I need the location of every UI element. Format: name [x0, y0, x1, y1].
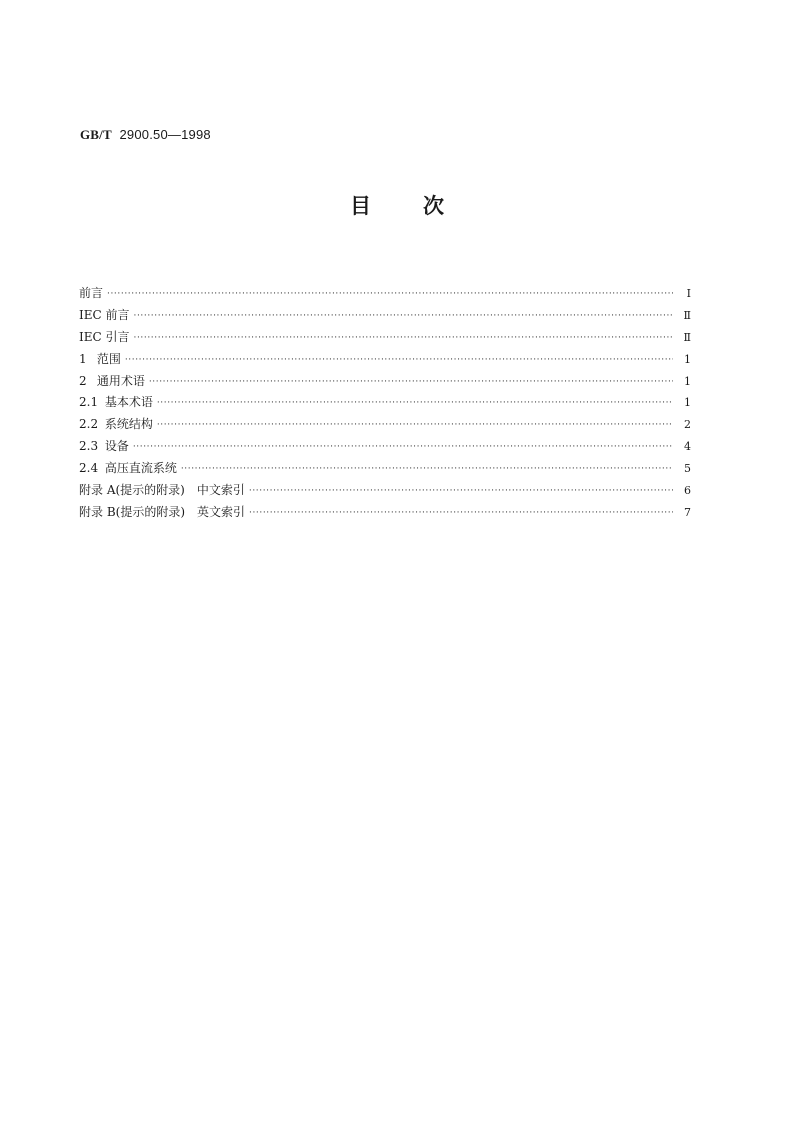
- toc-entry-text: [79, 414, 157, 436]
- toc-entry-page: 5: [684, 462, 691, 476]
- toc-entry-label: 基本术语: [104, 395, 153, 410]
- toc-leader: [149, 372, 673, 394]
- toc-entry-page: Ⅱ: [683, 330, 691, 344]
- toc-entry-page: 2: [684, 418, 691, 432]
- toc-entry-text: [79, 392, 157, 414]
- toc-leader: [107, 284, 673, 306]
- toc-list: [79, 283, 691, 524]
- toc-leader: [181, 459, 673, 481]
- toc-entry-text: [79, 349, 125, 371]
- toc-entry-label: 系统结构: [104, 417, 153, 432]
- toc-entry-text: [79, 436, 133, 458]
- toc-entry-number: 2.1: [79, 395, 99, 410]
- standard-number: 2900.50—1998: [119, 127, 211, 142]
- toc-entry-page: 4: [684, 440, 691, 454]
- toc-entry-number: 2.3: [79, 439, 99, 454]
- toc-entry-label: 设备: [104, 439, 129, 454]
- toc-entry-hvdc-system[interactable]: [79, 458, 691, 480]
- toc-entry-number: 2: [79, 373, 87, 388]
- toc-leader: [134, 306, 674, 328]
- toc-entry-iec-preface[interactable]: [79, 305, 691, 327]
- toc-entry-label: 前言: [79, 286, 104, 300]
- standard-code: [80, 127, 211, 143]
- toc-entry-page: 1: [684, 374, 691, 388]
- toc-entry-label: 附录 B(提示的附录) 英文索引: [79, 504, 245, 519]
- toc-entry-label: 通用术语: [96, 373, 145, 388]
- toc-entry-label: 附录 A(提示的附录) 中文索引: [79, 483, 245, 498]
- toc-entry-scope[interactable]: [79, 349, 691, 371]
- toc-leader: [249, 503, 673, 525]
- toc-entry-page: 6: [684, 484, 691, 498]
- toc-title-char-2: 次: [423, 194, 444, 218]
- toc-entry-page: 1: [684, 352, 691, 366]
- toc-entry-basic-terms[interactable]: [79, 392, 691, 414]
- toc-entry-label: IEC 前言: [79, 307, 130, 322]
- toc-entry-page: I: [686, 287, 691, 300]
- toc-entry-appendix-a[interactable]: [79, 480, 691, 502]
- toc-entry-equipment[interactable]: [79, 436, 691, 458]
- toc-leader: [125, 350, 673, 372]
- toc-entry-number: 2.2: [79, 417, 99, 432]
- toc-entry-page: 1: [684, 396, 691, 410]
- toc-entry-preface[interactable]: [79, 283, 691, 305]
- toc-entry-label: IEC 引言: [79, 329, 130, 344]
- toc-entry-page: Ⅱ: [683, 308, 691, 322]
- toc-entry-system-structure[interactable]: [79, 414, 691, 436]
- toc-leader: [249, 481, 673, 503]
- toc-entry-number: 2.4: [79, 461, 99, 476]
- toc-entry-number: 1: [79, 351, 87, 366]
- toc-entry-iec-introduction[interactable]: [79, 327, 691, 349]
- toc-title-char-1: 目: [350, 194, 371, 218]
- toc-leader: [157, 393, 673, 415]
- toc-entry-text: [79, 371, 149, 393]
- toc-entry-label: 高压直流系统: [104, 461, 177, 476]
- toc-entry-page: 7: [684, 505, 691, 519]
- toc-entry-appendix-b[interactable]: [79, 502, 691, 524]
- toc-entry-text: [79, 458, 181, 480]
- toc-entry-label: 范围: [96, 351, 121, 366]
- toc-leader: [134, 328, 674, 350]
- toc-entry-general-terms[interactable]: [79, 371, 691, 393]
- standard-prefix: GB/T: [80, 127, 112, 142]
- toc-leader: [133, 437, 673, 459]
- toc-leader: [157, 415, 673, 437]
- toc-title: [0, 190, 794, 220]
